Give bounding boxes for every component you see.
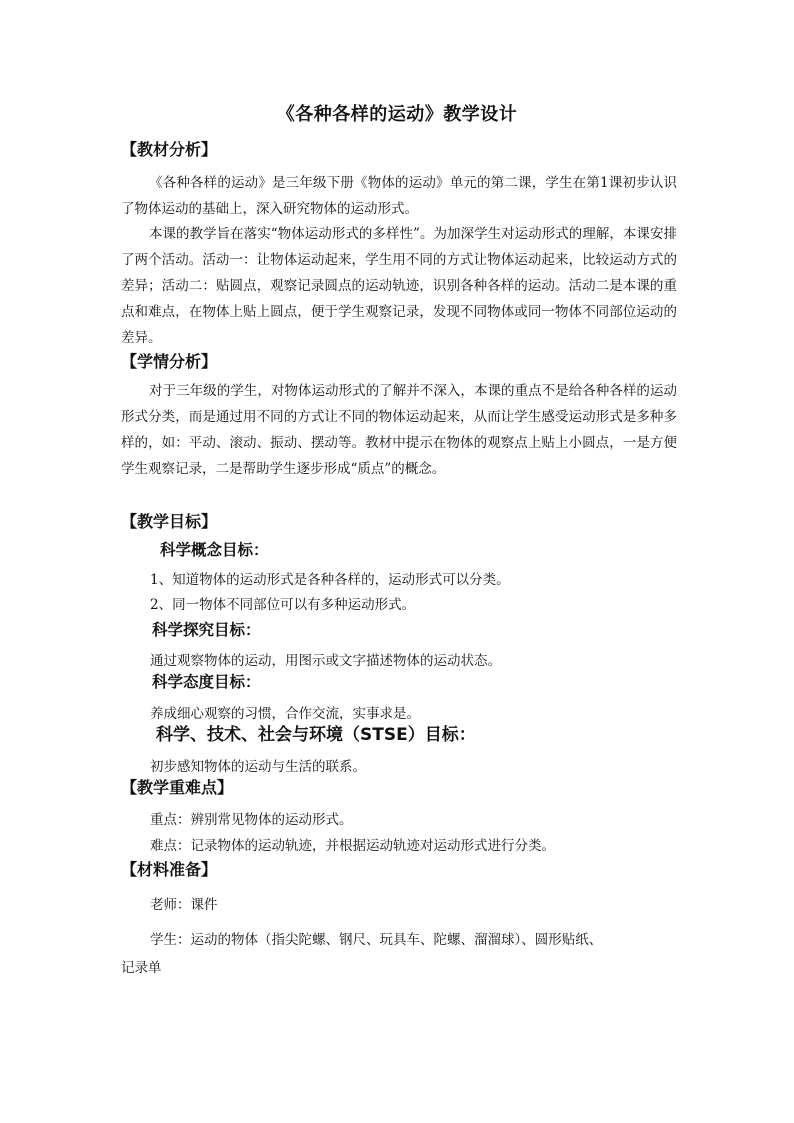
difficult-point-text: 难点：记录物体的运动轨迹，并根据运动轨迹对运动形式进行分类。 bbox=[150, 838, 555, 854]
textbook-paragraph-1: 《各种各样的运动》是三年级下册《物体的运动》单元的第二课，学生在第1课初步认识了物体运动的基础上，深入研究物体的运动形式。 bbox=[121, 175, 677, 217]
heading-teaching-goals: 【教学目标】 bbox=[121, 512, 218, 531]
concept-goal-title: 科学概念目标： bbox=[160, 541, 269, 559]
concept-goal-item-2: 2、同一物体不同部位可以有多种运动形式。 bbox=[150, 597, 416, 613]
student-materials-line-1: 学生：运动的物体（指尖陀螺、钢尺、玩具车、陀螺、溜溜球）、圆形贴纸、 bbox=[150, 932, 603, 948]
heading-student-analysis: 【学情分析】 bbox=[121, 352, 218, 371]
textbook-paragraph-2: 本课的教学旨在落实“物体运动形式的多样性”。为加深学生对运动形式的理解，本课安排了两个活动。活动一：让物体运动起来，学生用不同的方式让物体运动起来，比较运动方式的差异；活动二：贴圆点，观察记录圆点的运动轨迹，识别各种各样的运动。活动二是本课的重点和难点，在物体上贴上圆点，便于学生观察记录，发现不同物体或同一物体不同部位运动的差异。 bbox=[121, 226, 677, 346]
heading-materials: 【材料准备】 bbox=[121, 860, 218, 879]
attitude-goal-title: 科学态度目标： bbox=[152, 673, 261, 691]
concept-goal-item-1: 1、知道物体的运动形式是各种各样的，运动形式可以分类。 bbox=[150, 572, 510, 588]
stse-goal-title: 科学、技术、社会与环境（STSE）目标： bbox=[156, 725, 476, 745]
attitude-goal-item-1: 养成细心观察的习惯，合作交流，实事求是。 bbox=[150, 706, 420, 722]
heading-key-points: 【教学重难点】 bbox=[121, 778, 234, 797]
students-paragraph-1: 对于三年级的学生，对物体运动形式的了解并不深入，本课的重点不是给各种各样的运动形式分类，而是通过用不同的方式让不同的物体运动起来，从而让学生感受运动形式是多种多样的，如：平动、滚动、振动、摆动等。教材中提示在物体的观察点上贴上小圆点，一是方便学生观察记录，二是帮助学生逐步形成“质点”的概念。 bbox=[121, 383, 677, 477]
document-title: 《各种各样的运动》教学设计 bbox=[276, 104, 518, 125]
key-point-text: 重点：辨别常见物体的运动形式。 bbox=[150, 812, 353, 828]
heading-textbook-analysis: 【教材分析】 bbox=[121, 140, 218, 159]
inquiry-goal-item-1: 通过观察物体的运动，用图示或文字描述物体的运动状态。 bbox=[150, 653, 501, 669]
stse-goal-item-1: 初步感知物体的运动与生活的联系。 bbox=[150, 759, 366, 775]
inquiry-goal-title: 科学探究目标： bbox=[152, 621, 261, 639]
teacher-materials: 老师：课件 bbox=[150, 897, 218, 913]
student-materials-line-2: 记录单 bbox=[121, 960, 162, 976]
